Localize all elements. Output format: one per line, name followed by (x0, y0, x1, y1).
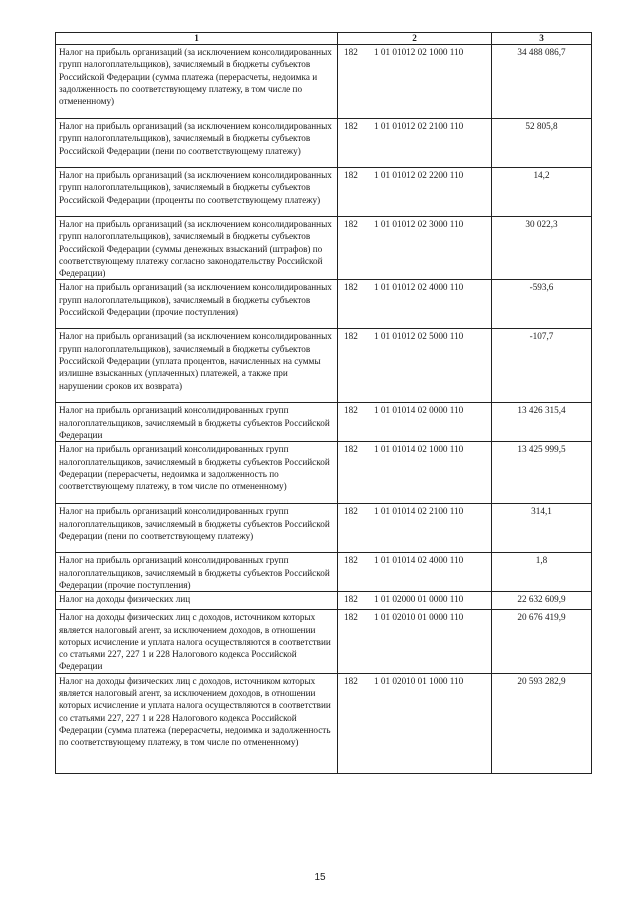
admin-code: 182 (344, 444, 358, 455)
admin-code: 182 (344, 506, 358, 517)
header-col-3: 3 (492, 33, 592, 45)
table-row (56, 610, 592, 673)
budget-code: 1 01 01012 02 1000 110 (374, 47, 464, 57)
budget-code: 1 01 01012 02 4000 110 (374, 282, 464, 293)
table-row (56, 553, 592, 592)
row-value: 14,2 (492, 168, 592, 217)
admin-code: 182 (344, 555, 358, 566)
row-code-cell (338, 504, 492, 553)
revenue-table-page (55, 32, 591, 774)
admin-code: 182 (344, 219, 358, 229)
table-row (56, 592, 592, 610)
row-value: 13 425 999,5 (492, 442, 592, 504)
admin-code: 182 (344, 594, 358, 605)
row-value: 13 426 315,4 (492, 403, 592, 442)
row-code-cell (338, 329, 492, 403)
admin-code: 182 (344, 282, 358, 293)
row-value: 314,1 (492, 504, 592, 553)
budget-code: 1 01 02010 01 1000 110 (374, 675, 464, 686)
row-code-cell (338, 403, 492, 442)
table-row (56, 168, 592, 217)
table-row (56, 45, 592, 119)
admin-code: 182 (344, 675, 358, 686)
table-row (56, 119, 592, 168)
header-col-1: 1 (56, 33, 338, 45)
table-row (56, 442, 592, 504)
table-row (56, 217, 592, 280)
row-value: 52 805,8 (492, 119, 592, 168)
row-name: Налог на прибыль организаций консолидированных групп налогоплательщиков, зачисляемый в бюджеты субъектов Российской Федерации (56, 403, 338, 442)
budget-code: 1 01 01012 02 5000 110 (374, 331, 464, 342)
page-number: 15 (314, 872, 326, 883)
row-value: 22 632 609,9 (492, 592, 592, 610)
row-code-cell (338, 553, 492, 592)
row-name: Налог на прибыль организаций консолидированных групп налогоплательщиков, зачисляемый в бюджеты субъектов Российской Федерации (пени по соответствующему платежу) (56, 504, 338, 553)
row-name: Налог на прибыль организаций (за исключением консолидированных групп налогоплательщиков), зачисляемый в бюджеты субъектов Российской Федерации (сумма платежа (перерасчеты, недоимка и задолженность по соответствующему платежу, в том числе по отмененному) (56, 45, 338, 119)
table-row (56, 504, 592, 553)
row-name: Налог на прибыль организаций (за исключением консолидированных групп налогоплательщиков), зачисляемый в бюджеты субъектов Российской Федерации (проценты по соответствующему платежу) (56, 168, 338, 217)
budget-code: 1 01 01012 02 2200 110 (374, 170, 464, 180)
admin-code: 182 (344, 405, 358, 416)
row-code-cell (338, 217, 492, 280)
admin-code: 182 (344, 121, 358, 131)
row-value: 1,8 (492, 553, 592, 592)
row-name: Налог на прибыль организаций (за исключением консолидированных групп налогоплательщиков), зачисляемый в бюджеты субъектов Российской Федерации (прочие поступления) (56, 280, 338, 329)
row-code-cell (338, 280, 492, 329)
row-value: 20 676 419,9 (492, 610, 592, 673)
row-code-cell (338, 119, 492, 168)
budget-code: 1 01 01012 02 2100 110 (374, 121, 464, 131)
header-col-2: 2 (338, 33, 492, 45)
row-name: Налог на прибыль организаций (за исключением консолидированных групп налогоплательщиков), зачисляемый в бюджеты субъектов Российской Федерации (суммы денежных взысканий (штрафов) по соответствующему платежу согласно законодательству Российской Федерации) (56, 217, 338, 280)
row-name: Налог на доходы физических лиц с доходов, источником которых является налоговый агент, за исключением доходов, в отношении которых исчисление и уплата налога осуществляются в соответствии со статьями 227, 227 1 и 228 Налогового кодекса Российской Федерации (56, 610, 338, 673)
admin-code: 182 (344, 170, 358, 180)
budget-code: 1 01 02000 01 0000 110 (374, 594, 464, 605)
revenue-table (55, 32, 592, 774)
row-value: 34 488 086,7 (492, 45, 592, 119)
row-value: 30 022,3 (492, 217, 592, 280)
admin-code: 182 (344, 331, 358, 342)
row-code-cell (338, 610, 492, 673)
row-code-cell (338, 673, 492, 773)
row-code-cell (338, 45, 492, 119)
table-row (56, 280, 592, 329)
table-header-row (56, 33, 592, 45)
admin-code: 182 (344, 612, 358, 623)
row-code-cell (338, 442, 492, 504)
budget-code: 1 01 01014 02 2100 110 (374, 506, 464, 517)
row-value: 20 593 282,9 (492, 673, 592, 773)
row-name: Налог на прибыль организаций консолидированных групп налогоплательщиков, зачисляемый в бюджеты субъектов Российской Федерации (прочие поступления) (56, 553, 338, 592)
budget-code: 1 01 01014 02 1000 110 (374, 444, 464, 455)
row-name: Налог на прибыль организаций (за исключением консолидированных групп налогоплательщиков), зачисляемый в бюджеты субъектов Российской Федерации (пени по соответствующему платежу) (56, 119, 338, 168)
row-name: Налог на прибыль организаций (за исключением консолидированных групп налогоплательщиков), зачисляемый в бюджеты субъектов Российской Федерации (уплата процентов, начисленных на суммы излишне взысканных (уплаченных) платежей, а также при нарушении сроков их возврата) (56, 329, 338, 403)
budget-code: 1 01 02010 01 0000 110 (374, 612, 464, 623)
table-row (56, 329, 592, 403)
row-value: -593,6 (492, 280, 592, 329)
row-name: Налог на доходы физических лиц с доходов, источником которых является налоговый агент, за исключением доходов, в отношении которых исчисление и уплата налога осуществляются в соответствии со статьями 227, 227 1 и 228 Налогового кодекса Российской Федерации (сумма платежа (перерасчеты, недоимка и задолженность по соответствующему платежу, в том числе по отмененному) (56, 673, 338, 773)
admin-code: 182 (344, 47, 358, 57)
row-name: Налог на прибыль организаций консолидированных групп налогоплательщиков, зачисляемый в бюджеты субъектов Российской Федерации (перерасчеты, недоимка и задолженность по соответствующему платежу, в том числе по отмененному) (56, 442, 338, 504)
row-code-cell (338, 592, 492, 610)
budget-code: 1 01 01012 02 3000 110 (374, 219, 464, 229)
row-value: -107,7 (492, 329, 592, 403)
row-name: Налог на доходы физических лиц (56, 592, 338, 610)
budget-code: 1 01 01014 02 4000 110 (374, 555, 464, 566)
row-code-cell (338, 168, 492, 217)
budget-code: 1 01 01014 02 0000 110 (374, 405, 464, 416)
table-row (56, 403, 592, 442)
table-row (56, 673, 592, 773)
